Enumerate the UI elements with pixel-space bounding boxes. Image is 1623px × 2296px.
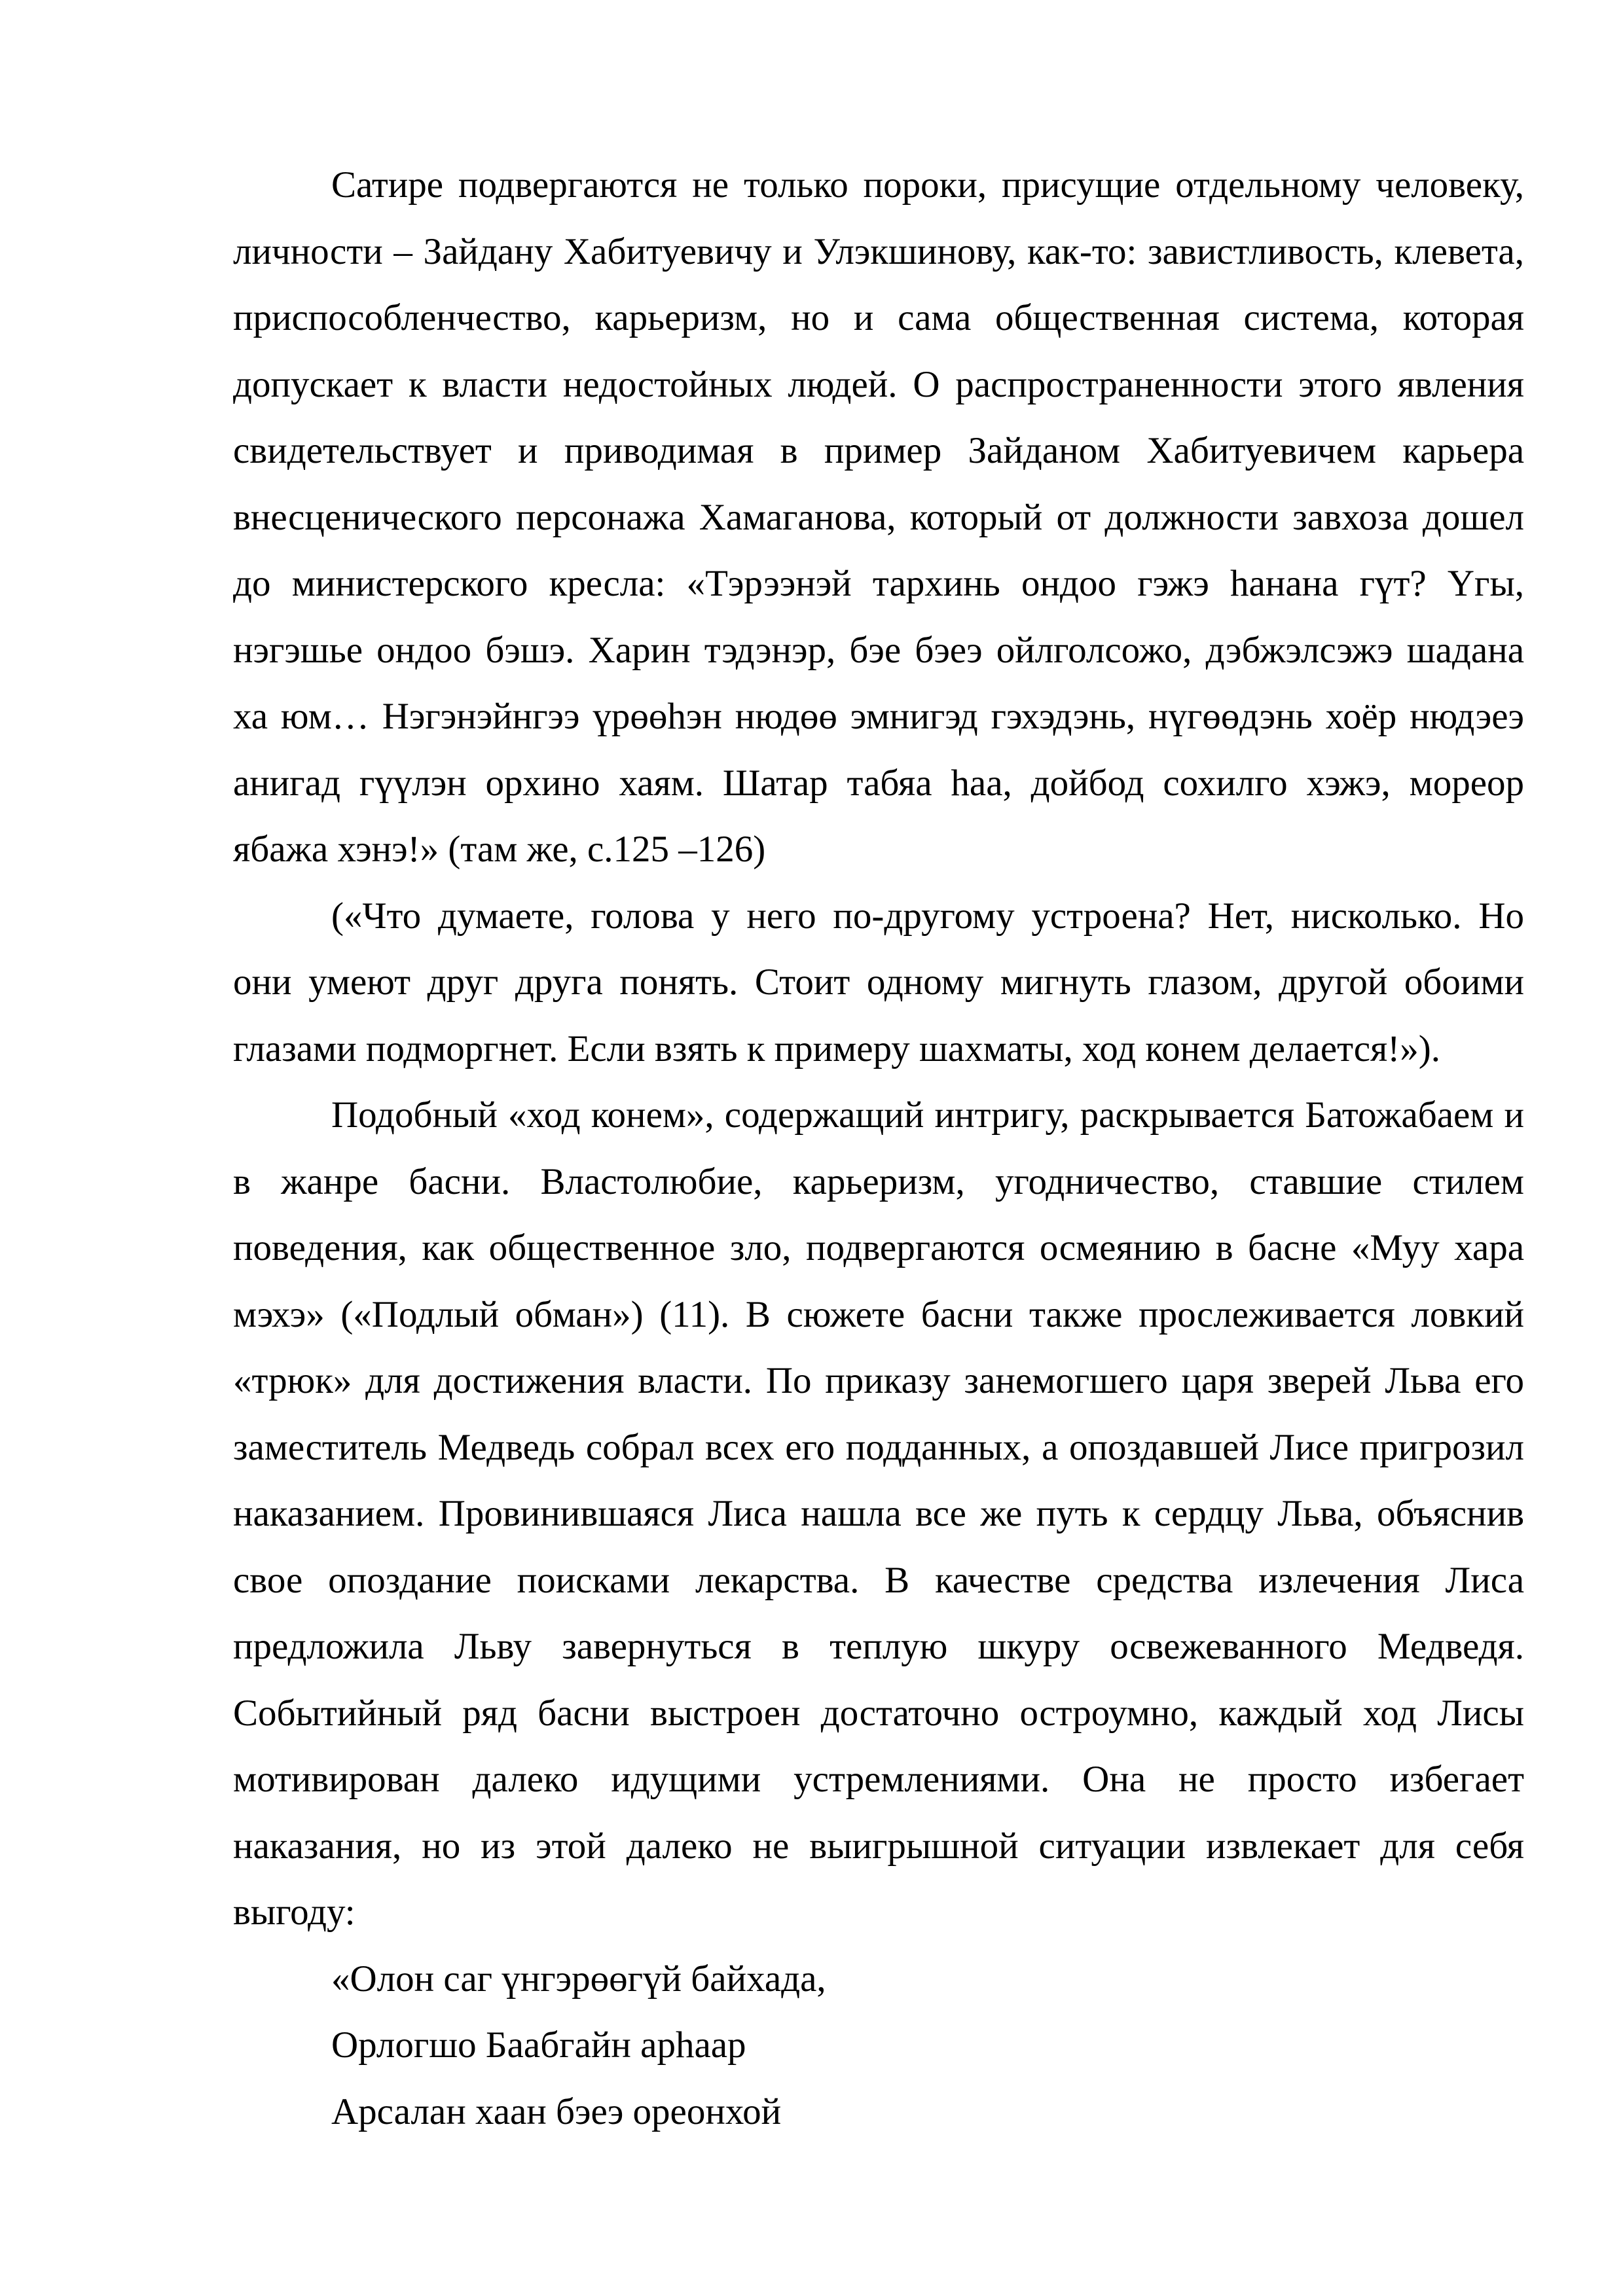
verse-line: Орлогшо Баабгайн арһаар xyxy=(331,2024,746,2066)
paragraph-translation: («Что думаете, голова у него по-другому устроена? Нет, нисколько. Но они умеют друг друга понять. Стоит одному мигнуть глазом, другой обоими глазами подморгнет. Если взять к примеру шахматы, ход конем делается!»). xyxy=(233,895,1524,1069)
paragraph-fable: Подобный «ход конем», содержащий интригу, раскрывается Батожабаем и в жанре басни. Властолюбие, карьеризм, угодничество, ставшие стилем поведения, как общественное зло, подвергаются осмеянию в басне «Муу хара мэхэ» («Подлый обман») (11). В сюжете басни также прослеживается ловкий «трюк» для достижения власти. По приказу занемогшего царя зверей Льва его заместитель Медведь собрал всех его подданных, а опоздавшей Лисе пригрозил наказанием. Провинившаяся Лиса нашла все же путь к сердцу Льва, объяснив свое опоздание поисками лекарства. В качестве средства излечения Лиса предложила Льву завернуться в теплую шкуру освежеванного Медведя. Событийный ряд басни выстроен достаточно остроумно, каждый ход Лисы мотивирован далеко идущими устремлениями. Она не просто избегает наказания, но из этой далеко не выигрышной ситуации извлекает для себя выгоду: xyxy=(233,1094,1524,1933)
paragraph-satire: Сатире подвергаются не только пороки, присущие отдельному человеку, личности – Зайдану Хабитуевичу и Улэкшинову, как-то: завистливость, клевета, приспособленчество, карьеризм, но и сама общественная система, которая допускает к власти недостойных людей. О распространенности этого явления свидетельствует и приводимая в пример Зайданом Хабитуевичем карьера внесценического персонажа Хамаганова, который от должности завхоза дошел до министерского кресла: «Тэрээнэй тархинь ондоо гэжэ һанана гүт? Үгы, нэгэшье ондоо бэшэ. Харин тэдэнэр, бэе бэеэ ойлголсожо, дэбжэлсэжэ шадана ха юм… Нэгэнэйнгээ үрөөһэн нюдөө эмнигэд гэхэдэнь, нүгөөдэнь хоёр нюдэеэ анигад гүүлэн орхино хаям. Шатар табяа һаа, дойбод сохилго хэжэ, мореор ябажа хэнэ!» (там же, с.125 –126) xyxy=(233,164,1524,870)
body-text xyxy=(233,152,1524,2145)
verse-line: Арсалан хаан бэеэ ореонхой xyxy=(331,2090,782,2132)
verse-line: «Олон саг үнгэрөөгүй байхада, xyxy=(331,1958,826,2000)
